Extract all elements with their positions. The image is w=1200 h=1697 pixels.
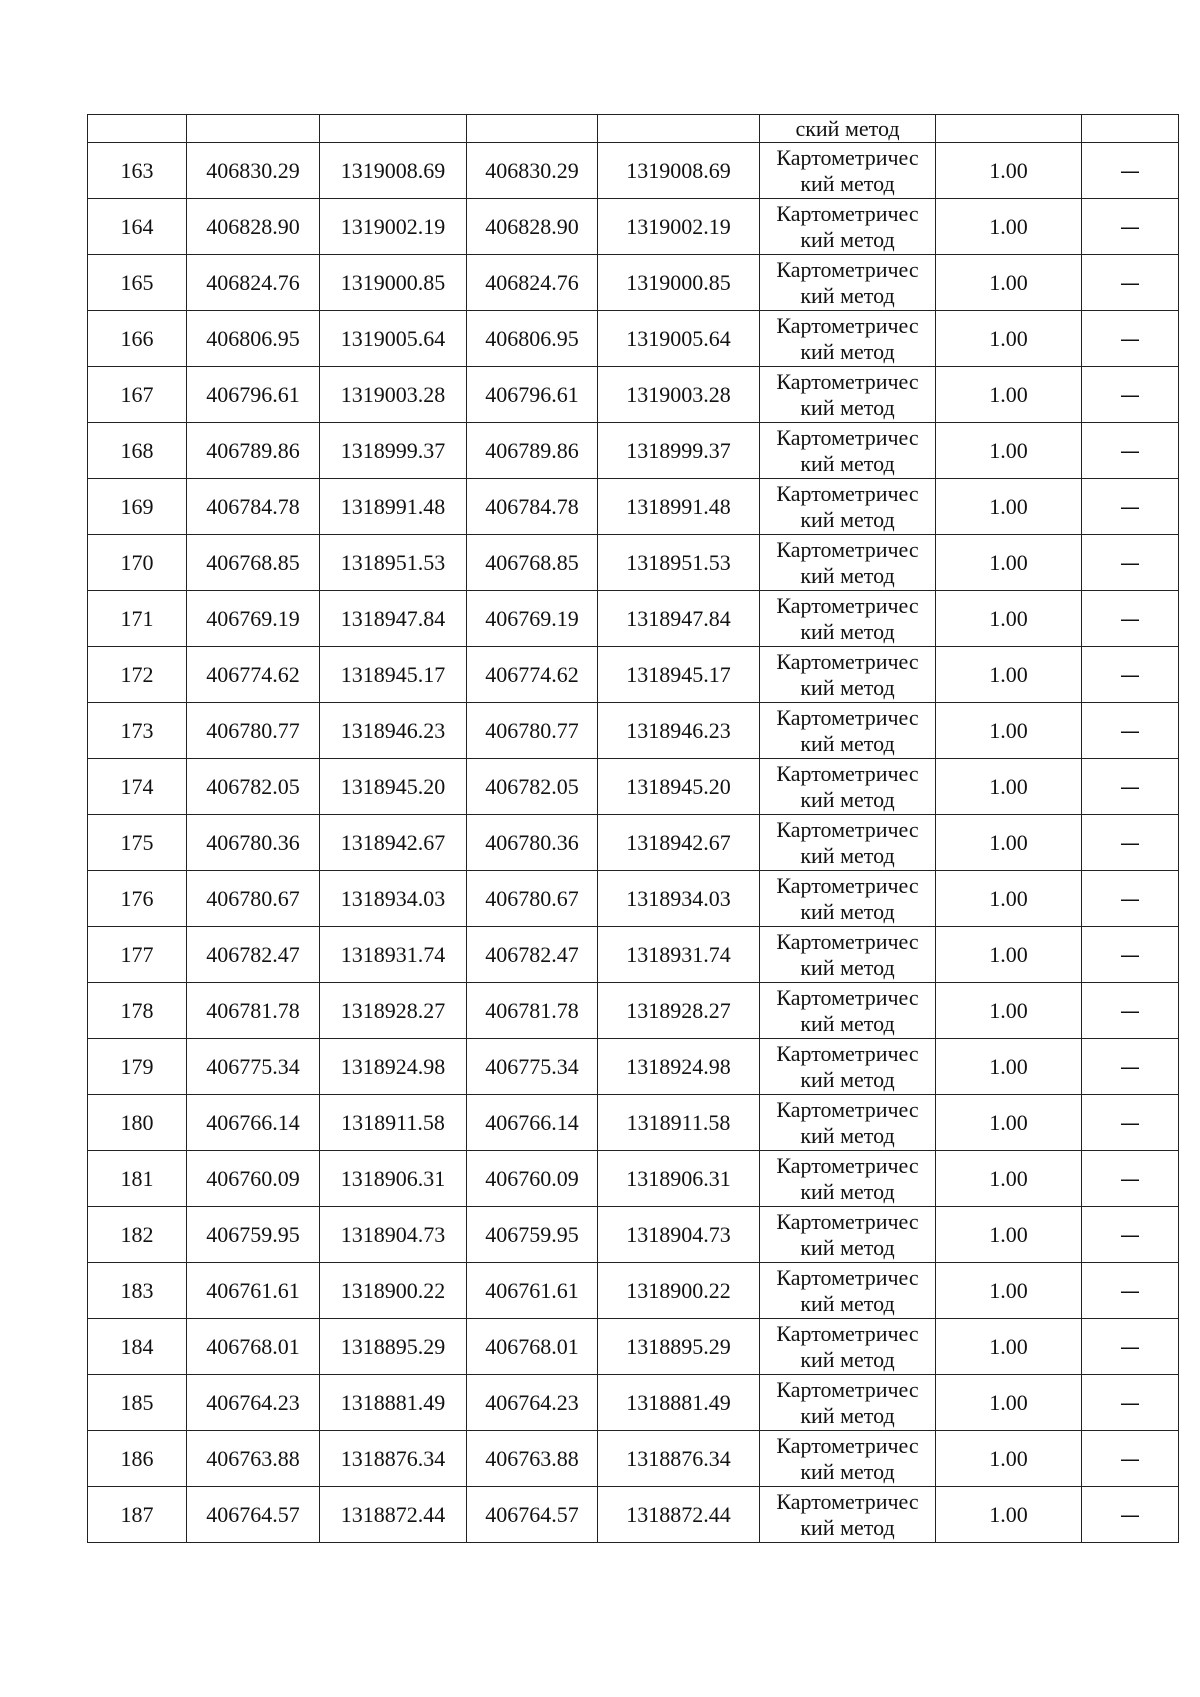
- cell-y-existing: 1318904.73: [320, 1207, 467, 1263]
- cell-note: —: [1082, 255, 1179, 311]
- cell-method: [760, 199, 936, 255]
- cell-method: [760, 871, 936, 927]
- cell-x-new: 406764.23: [467, 1375, 598, 1431]
- cell-point-number: 175: [88, 815, 187, 871]
- coordinates-table: [87, 114, 1179, 1543]
- cell-point-number: 177: [88, 927, 187, 983]
- cell-y-existing: 1318931.74: [320, 927, 467, 983]
- cell-y-new: 1319008.69: [598, 143, 760, 199]
- cell-method: [760, 927, 936, 983]
- cell-y-existing: 1318946.23: [320, 703, 467, 759]
- cell-x-existing: 406796.61: [187, 367, 320, 423]
- cell-x-existing: 406760.09: [187, 1151, 320, 1207]
- method-text: Картометрический метод: [776, 760, 919, 812]
- cell-note: —: [1082, 1319, 1179, 1375]
- cell-x-new: 406796.61: [467, 367, 598, 423]
- cell-accuracy: 1.00: [936, 815, 1082, 871]
- cell-point-number: 184: [88, 1319, 187, 1375]
- cell-note: —: [1082, 423, 1179, 479]
- cell-accuracy: 1.00: [936, 255, 1082, 311]
- cell-x-new: 406780.77: [467, 703, 598, 759]
- cell-empty: [1082, 115, 1179, 143]
- cell-note: —: [1082, 479, 1179, 535]
- cell-x-existing: 406775.34: [187, 1039, 320, 1095]
- cell-method: [760, 1263, 936, 1319]
- cell-x-new: 406764.57: [467, 1487, 598, 1543]
- cell-y-existing: 1318942.67: [320, 815, 467, 871]
- cell-note: —: [1082, 1487, 1179, 1543]
- cell-x-new: 406782.47: [467, 927, 598, 983]
- cell-note: —: [1082, 535, 1179, 591]
- cell-y-new: 1318872.44: [598, 1487, 760, 1543]
- cell-y-new: 1318946.23: [598, 703, 760, 759]
- table-row: [88, 983, 1179, 1039]
- cell-point-number: 179: [88, 1039, 187, 1095]
- cell-x-new: 406760.09: [467, 1151, 598, 1207]
- cell-method: [760, 983, 936, 1039]
- cell-x-existing: 406780.67: [187, 871, 320, 927]
- cell-x-new: 406782.05: [467, 759, 598, 815]
- cell-note: —: [1082, 1431, 1179, 1487]
- cell-note: —: [1082, 983, 1179, 1039]
- cell-x-existing: 406782.05: [187, 759, 320, 815]
- method-text: Картометрический метод: [776, 1040, 919, 1092]
- cell-note: —: [1082, 759, 1179, 815]
- cell-accuracy: 1.00: [936, 367, 1082, 423]
- cell-accuracy: 1.00: [936, 311, 1082, 367]
- cell-method: [760, 255, 936, 311]
- table-row: [88, 1431, 1179, 1487]
- cell-y-existing: 1318928.27: [320, 983, 467, 1039]
- table-row: [88, 591, 1179, 647]
- cell-x-existing: 406781.78: [187, 983, 320, 1039]
- cell-method: [760, 1319, 936, 1375]
- cell-method: [760, 591, 936, 647]
- cell-note: —: [1082, 1095, 1179, 1151]
- table-row: [88, 1039, 1179, 1095]
- cell-accuracy: 1.00: [936, 1487, 1082, 1543]
- cell-point-number: 171: [88, 591, 187, 647]
- cell-x-existing: 406828.90: [187, 199, 320, 255]
- method-text: Картометрический метод: [776, 312, 919, 364]
- cell-x-new: 406759.95: [467, 1207, 598, 1263]
- method-text: Картометрический метод: [776, 480, 919, 532]
- table-body: [88, 115, 1179, 1543]
- cell-y-new: 1318999.37: [598, 423, 760, 479]
- cell-note: —: [1082, 1039, 1179, 1095]
- table-row: [88, 1151, 1179, 1207]
- method-text: Картометрический метод: [776, 1432, 919, 1484]
- cell-empty: [598, 115, 760, 143]
- cell-point-number: 178: [88, 983, 187, 1039]
- cell-x-new: 406828.90: [467, 199, 598, 255]
- cell-y-new: 1318906.31: [598, 1151, 760, 1207]
- cell-note: —: [1082, 199, 1179, 255]
- cell-y-existing: 1318999.37: [320, 423, 467, 479]
- cell-point-number: 167: [88, 367, 187, 423]
- cell-point-number: 186: [88, 1431, 187, 1487]
- method-text: Картометрический метод: [776, 928, 919, 980]
- table-row: [88, 1095, 1179, 1151]
- cell-method: [760, 647, 936, 703]
- table-row: [88, 535, 1179, 591]
- cell-empty: [936, 115, 1082, 143]
- cell-point-number: 183: [88, 1263, 187, 1319]
- cell-x-new: 406830.29: [467, 143, 598, 199]
- cell-x-new: 406824.76: [467, 255, 598, 311]
- cell-y-new: 1318945.20: [598, 759, 760, 815]
- cell-x-existing: 406780.77: [187, 703, 320, 759]
- cell-y-new: 1319002.19: [598, 199, 760, 255]
- cell-note: —: [1082, 1263, 1179, 1319]
- cell-method: [760, 143, 936, 199]
- cell-method: [760, 1431, 936, 1487]
- cell-method: [760, 1095, 936, 1151]
- cell-x-new: 406768.85: [467, 535, 598, 591]
- cell-note: —: [1082, 1375, 1179, 1431]
- cell-empty: [88, 115, 187, 143]
- table-row: [88, 479, 1179, 535]
- cell-empty: [320, 115, 467, 143]
- table-row: [88, 255, 1179, 311]
- cell-x-new: 406761.61: [467, 1263, 598, 1319]
- cell-point-number: 180: [88, 1095, 187, 1151]
- table-row: [88, 815, 1179, 871]
- cell-x-existing: 406761.61: [187, 1263, 320, 1319]
- cell-y-existing: 1318991.48: [320, 479, 467, 535]
- cell-y-new: 1318881.49: [598, 1375, 760, 1431]
- cell-y-existing: 1318876.34: [320, 1431, 467, 1487]
- cell-x-existing: 406789.86: [187, 423, 320, 479]
- table-row: [88, 1319, 1179, 1375]
- cell-empty: [187, 115, 320, 143]
- cell-y-new: 1319000.85: [598, 255, 760, 311]
- cell-y-new: 1318924.98: [598, 1039, 760, 1095]
- cell-point-number: 187: [88, 1487, 187, 1543]
- cell-x-existing: 406764.57: [187, 1487, 320, 1543]
- cell-y-new: 1318945.17: [598, 647, 760, 703]
- cell-method: [760, 311, 936, 367]
- cell-point-number: 168: [88, 423, 187, 479]
- cell-accuracy: 1.00: [936, 703, 1082, 759]
- method-text: Картометрический метод: [776, 1488, 919, 1540]
- method-text: Картометрический метод: [776, 1208, 919, 1260]
- cell-accuracy: 1.00: [936, 1431, 1082, 1487]
- method-text: Картометрический метод: [776, 1096, 919, 1148]
- cell-point-number: 166: [88, 311, 187, 367]
- table-row: [88, 1375, 1179, 1431]
- cell-x-existing: 406784.78: [187, 479, 320, 535]
- cell-y-existing: 1318900.22: [320, 1263, 467, 1319]
- cell-y-existing: 1319002.19: [320, 199, 467, 255]
- cell-x-existing: 406768.01: [187, 1319, 320, 1375]
- cell-accuracy: 1.00: [936, 1263, 1082, 1319]
- table-row: [88, 1207, 1179, 1263]
- cell-x-existing: 406766.14: [187, 1095, 320, 1151]
- cell-y-new: 1319003.28: [598, 367, 760, 423]
- cell-point-number: 174: [88, 759, 187, 815]
- cell-x-new: 406789.86: [467, 423, 598, 479]
- cell-y-existing: 1319003.28: [320, 367, 467, 423]
- table-row: [88, 423, 1179, 479]
- cell-x-existing: 406824.76: [187, 255, 320, 311]
- cell-x-new: 406806.95: [467, 311, 598, 367]
- cell-method: [760, 535, 936, 591]
- cell-y-existing: 1319008.69: [320, 143, 467, 199]
- cell-y-new: 1318928.27: [598, 983, 760, 1039]
- cell-y-existing: 1318947.84: [320, 591, 467, 647]
- cell-y-new: 1318900.22: [598, 1263, 760, 1319]
- cell-accuracy: 1.00: [936, 759, 1082, 815]
- cell-note: —: [1082, 1151, 1179, 1207]
- cell-accuracy: 1.00: [936, 1207, 1082, 1263]
- table-row: [88, 1263, 1179, 1319]
- cell-point-number: 181: [88, 1151, 187, 1207]
- table-row: [88, 1487, 1179, 1543]
- cell-method: [760, 759, 936, 815]
- cell-y-new: 1318951.53: [598, 535, 760, 591]
- continuation-row: [88, 115, 1179, 143]
- cell-accuracy: 1.00: [936, 647, 1082, 703]
- method-text: Картометрический метод: [776, 648, 919, 700]
- method-text: Картометрический метод: [776, 368, 919, 420]
- cell-accuracy: 1.00: [936, 1375, 1082, 1431]
- cell-y-existing: 1318951.53: [320, 535, 467, 591]
- cell-x-new: 406769.19: [467, 591, 598, 647]
- cell-method: [760, 423, 936, 479]
- cell-accuracy: 1.00: [936, 199, 1082, 255]
- method-text: Картометрический метод: [776, 200, 919, 252]
- table-row: [88, 199, 1179, 255]
- cell-accuracy: 1.00: [936, 143, 1082, 199]
- cell-accuracy: 1.00: [936, 479, 1082, 535]
- cell-x-existing: 406806.95: [187, 311, 320, 367]
- cell-y-existing: 1318906.31: [320, 1151, 467, 1207]
- method-text: Картометрический метод: [776, 704, 919, 756]
- cell-accuracy: 1.00: [936, 1095, 1082, 1151]
- cell-accuracy: 1.00: [936, 535, 1082, 591]
- cell-point-number: 176: [88, 871, 187, 927]
- table-row: [88, 871, 1179, 927]
- cell-y-new: 1318947.84: [598, 591, 760, 647]
- cell-y-existing: 1318872.44: [320, 1487, 467, 1543]
- cell-x-new: 406774.62: [467, 647, 598, 703]
- cell-x-new: 406768.01: [467, 1319, 598, 1375]
- method-text: Картометрический метод: [776, 1152, 919, 1204]
- cell-y-new: 1318895.29: [598, 1319, 760, 1375]
- cell-note: —: [1082, 367, 1179, 423]
- cell-x-existing: 406764.23: [187, 1375, 320, 1431]
- cell-point-number: 170: [88, 535, 187, 591]
- cell-note: —: [1082, 871, 1179, 927]
- cell-method: [760, 1151, 936, 1207]
- cell-x-existing: 406830.29: [187, 143, 320, 199]
- cell-x-new: 406781.78: [467, 983, 598, 1039]
- cell-method: [760, 703, 936, 759]
- cell-x-existing: 406769.19: [187, 591, 320, 647]
- cell-method: [760, 1039, 936, 1095]
- cell-accuracy: 1.00: [936, 1319, 1082, 1375]
- cell-note: —: [1082, 647, 1179, 703]
- method-text: Картометрический метод: [776, 816, 919, 868]
- cell-note: —: [1082, 1207, 1179, 1263]
- cell-x-new: 406784.78: [467, 479, 598, 535]
- table-row: [88, 143, 1179, 199]
- cell-x-existing: 406782.47: [187, 927, 320, 983]
- cell-method: [760, 815, 936, 871]
- cell-note: —: [1082, 927, 1179, 983]
- cell-x-existing: 406759.95: [187, 1207, 320, 1263]
- method-text: Картометрический метод: [776, 1264, 919, 1316]
- table-row: [88, 647, 1179, 703]
- cell-y-new: 1318876.34: [598, 1431, 760, 1487]
- cell-point-number: 182: [88, 1207, 187, 1263]
- cell-accuracy: 1.00: [936, 423, 1082, 479]
- cell-point-number: 164: [88, 199, 187, 255]
- cell-y-new: 1318934.03: [598, 871, 760, 927]
- method-text: Картометрический метод: [776, 424, 919, 476]
- cell-method: [760, 367, 936, 423]
- cell-accuracy: 1.00: [936, 1151, 1082, 1207]
- cell-y-existing: 1319005.64: [320, 311, 467, 367]
- cell-accuracy: 1.00: [936, 983, 1082, 1039]
- cell-y-existing: 1318881.49: [320, 1375, 467, 1431]
- cell-y-existing: 1318945.20: [320, 759, 467, 815]
- cell-y-new: 1318931.74: [598, 927, 760, 983]
- cell-point-number: 173: [88, 703, 187, 759]
- method-text: Картометрический метод: [776, 984, 919, 1036]
- cell-y-existing: 1318945.17: [320, 647, 467, 703]
- table-row: [88, 759, 1179, 815]
- cell-empty: [467, 115, 598, 143]
- cell-y-existing: 1318895.29: [320, 1319, 467, 1375]
- cell-y-new: 1318904.73: [598, 1207, 760, 1263]
- cell-x-new: 406766.14: [467, 1095, 598, 1151]
- cell-y-existing: 1319000.85: [320, 255, 467, 311]
- cell-accuracy: 1.00: [936, 927, 1082, 983]
- cell-note: —: [1082, 703, 1179, 759]
- cell-point-number: 165: [88, 255, 187, 311]
- cell-y-new: 1318991.48: [598, 479, 760, 535]
- method-text: Картометрический метод: [776, 144, 919, 196]
- cell-x-existing: 406763.88: [187, 1431, 320, 1487]
- cell-point-number: 172: [88, 647, 187, 703]
- cell-accuracy: 1.00: [936, 1039, 1082, 1095]
- cell-x-new: 406763.88: [467, 1431, 598, 1487]
- method-text: Картометрический метод: [776, 256, 919, 308]
- method-text: Картометрический метод: [776, 592, 919, 644]
- table-row: [88, 311, 1179, 367]
- cell-point-number: 169: [88, 479, 187, 535]
- table-row: [88, 367, 1179, 423]
- cell-note: —: [1082, 815, 1179, 871]
- method-text: Картометрический метод: [776, 1320, 919, 1372]
- cell-method: [760, 1487, 936, 1543]
- cell-note: —: [1082, 143, 1179, 199]
- table-row: [88, 703, 1179, 759]
- cell-x-existing: 406768.85: [187, 535, 320, 591]
- cell-x-new: 406780.36: [467, 815, 598, 871]
- cell-x-new: 406780.67: [467, 871, 598, 927]
- cell-y-existing: 1318934.03: [320, 871, 467, 927]
- cell-x-existing: 406774.62: [187, 647, 320, 703]
- cell-method: [760, 479, 936, 535]
- cell-y-new: 1318911.58: [598, 1095, 760, 1151]
- cell-note: —: [1082, 591, 1179, 647]
- cell-y-existing: 1318911.58: [320, 1095, 467, 1151]
- cell-point-number: 185: [88, 1375, 187, 1431]
- cell-x-new: 406775.34: [467, 1039, 598, 1095]
- cell-y-new: 1318942.67: [598, 815, 760, 871]
- cell-accuracy: 1.00: [936, 591, 1082, 647]
- cell-y-new: 1319005.64: [598, 311, 760, 367]
- cell-point-number: 163: [88, 143, 187, 199]
- table-row: [88, 927, 1179, 983]
- cell-method: [760, 1375, 936, 1431]
- method-text: Картометрический метод: [776, 1376, 919, 1428]
- cell-method-continuation: ский метод: [760, 115, 936, 143]
- method-text: Картометрический метод: [776, 536, 919, 588]
- cell-accuracy: 1.00: [936, 871, 1082, 927]
- cell-y-existing: 1318924.98: [320, 1039, 467, 1095]
- cell-x-existing: 406780.36: [187, 815, 320, 871]
- cell-method: [760, 1207, 936, 1263]
- method-text: Картометрический метод: [776, 872, 919, 924]
- cell-note: —: [1082, 311, 1179, 367]
